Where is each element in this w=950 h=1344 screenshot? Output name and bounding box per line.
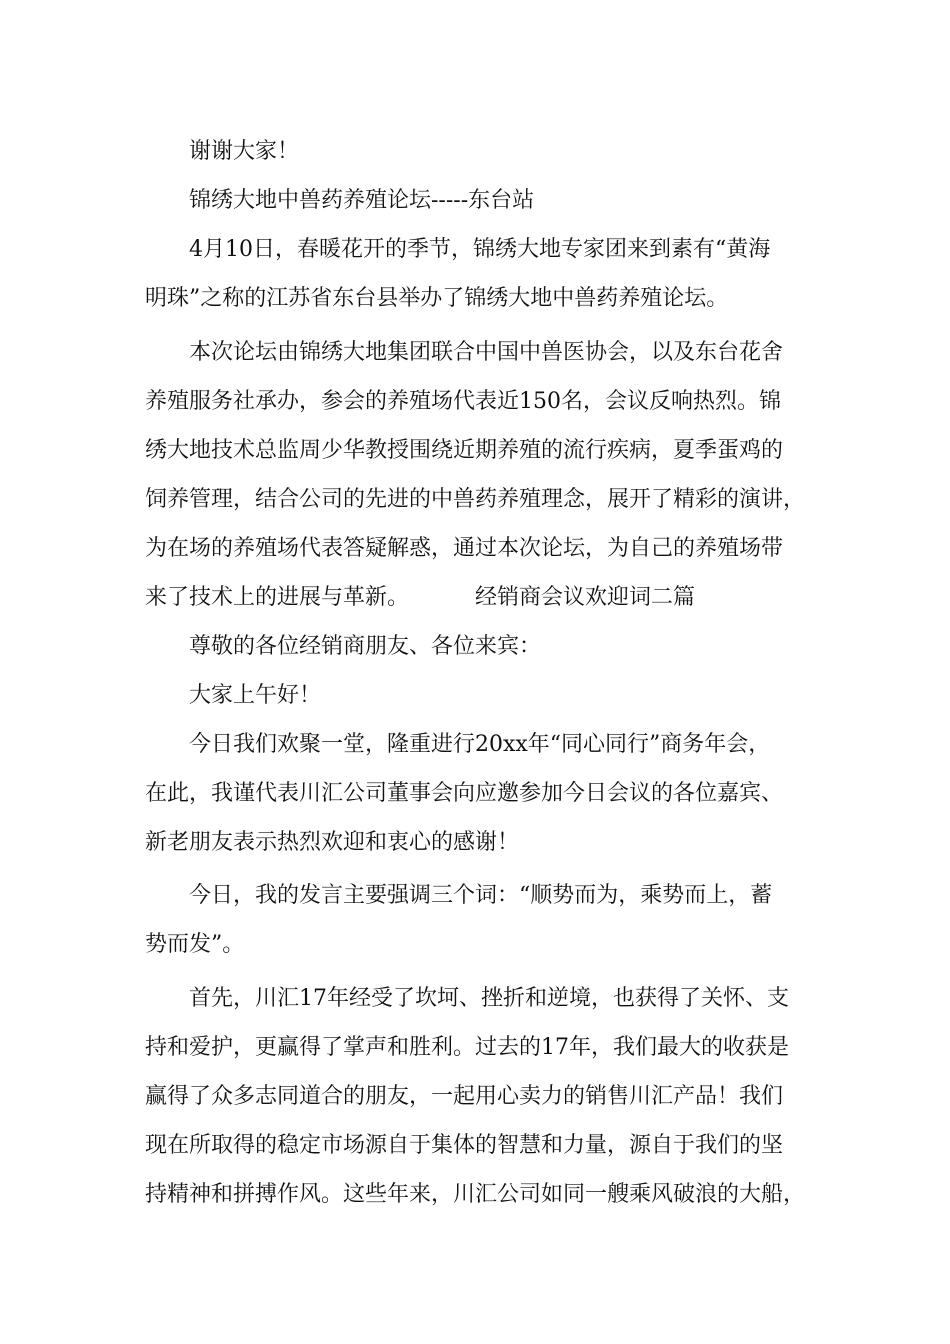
text-line: 在此，我谨代表川汇公司董事会向应邀参加今日会议的各位嘉宾、 xyxy=(145,781,784,806)
text-line: 明珠”之称的江苏省东台县举办了锦绣大地中兽药养殖论坛。 xyxy=(145,286,729,311)
text-line: 今日，我的发言主要强调三个词：“顺势而为，乘势而上，蓄 xyxy=(189,883,773,908)
text-line: 现在所取得的稳定市场源自于集体的智慧和力量，源自于我们的坚 xyxy=(145,1133,784,1158)
text-line: 新老朋友表示热烈欢迎和衷心的感谢！ xyxy=(145,830,520,855)
text-line: 赢得了众多志同道合的朋友，一起用心卖力的销售川汇产品！我们 xyxy=(145,1084,784,1109)
text-line: 首先，川汇17年经受了坎坷、挫折和逆境，也获得了关怀、支 xyxy=(189,986,789,1011)
text-line: 为在场的养殖场代表答疑解惑，通过本次论坛，为自己的养殖场带 xyxy=(145,536,784,561)
text-line-segment: 来了技术上的进展与革新。 xyxy=(145,585,410,610)
text-line: 势而发”。 xyxy=(145,932,245,957)
text-line: 尊敬的各位经销商朋友、各位来宾： xyxy=(189,634,542,659)
text-line: 锦绣大地中兽药养殖论坛-----东台站 xyxy=(189,188,535,213)
text-line xyxy=(145,583,695,613)
text-line: 绣大地技术总监周少华教授围绕近期养殖的流行疾病，夏季蛋鸡的 xyxy=(145,438,784,463)
text-line: 4月10日，春暖花开的季节，锦绣大地专家团来到素有“黄海 xyxy=(189,237,771,262)
text-line: 养殖服务社承办，参会的养殖场代表近150名，会议反响热烈。锦 xyxy=(145,389,781,414)
text-line: 本次论坛由锦绣大地集团联合中国中兽医协会，以及东台花舍 xyxy=(189,340,784,365)
text-line: 谢谢大家！ xyxy=(189,139,300,164)
text-line: 持和爱护，更赢得了掌声和胜利。过去的17年，我们最大的收获是 xyxy=(145,1035,789,1060)
section-heading: 经销商会议欢迎词二篇 xyxy=(475,585,696,610)
text-line: 今日我们欢聚一堂，隆重进行20xx年“同心同行”商务年会， xyxy=(189,732,771,757)
text-line: 大家上午好！ xyxy=(189,683,322,708)
text-line: 饲养管理，结合公司的先进的中兽药养殖理念，展开了精彩的演讲， xyxy=(145,487,806,512)
text-line: 持精神和拼搏作风。这些年来，川汇公司如同一艘乘风破浪的大船， xyxy=(145,1182,806,1207)
